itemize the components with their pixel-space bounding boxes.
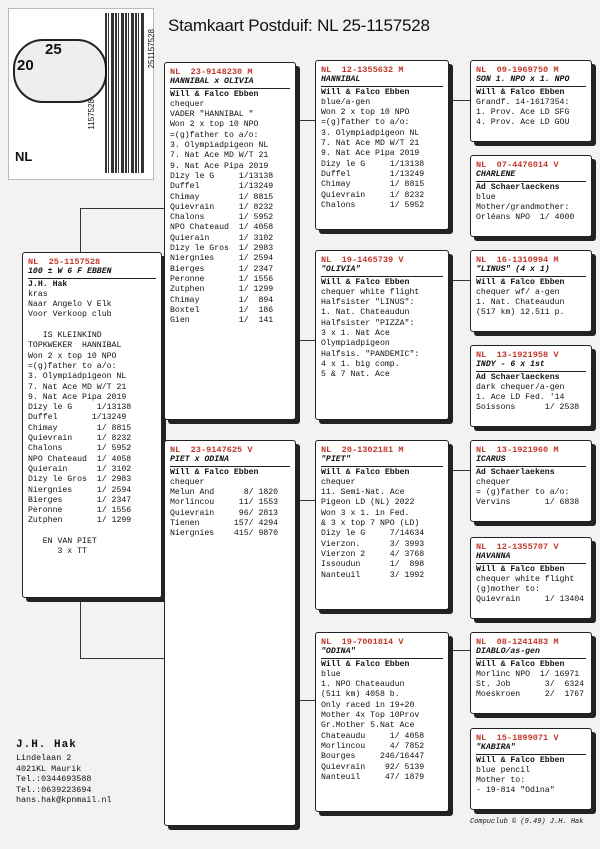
card-line: Won 3 x 1. in Fed. [321, 508, 410, 518]
page-title: Stamkaart Postduif: NL 25-1157528 [168, 16, 430, 35]
ring-number: NL 20-1302181 M [321, 445, 404, 455]
connector-line [295, 340, 315, 341]
card-line: Dizy le Gros 1/ 2983 [28, 475, 132, 485]
ring-number: NL 08-1241483 M [476, 637, 559, 647]
card-line: Nanteuil 3/ 1992 [321, 570, 425, 580]
card-line: (511 km) 4058 b. [321, 690, 400, 700]
ring-number: NL 19-1465739 V [321, 255, 404, 265]
card-line: Olympiadpigeon [321, 339, 390, 349]
card-line: Bourges 246/16447 [321, 752, 425, 762]
card-line: Ad Schaerlaeckens [476, 182, 560, 192]
pigeon-card-mother [164, 440, 296, 826]
card-line: chequer [170, 477, 205, 487]
connector-line [80, 208, 164, 209]
card-line: Quievrain 96/ 2813 [170, 508, 279, 518]
card-line: Soissons 1/ 2538 [476, 403, 580, 413]
card-line: Will & Falco Ebben [321, 87, 410, 97]
card-line: Mother 4x Top 10Prov [321, 711, 420, 721]
card-line: Quievrain 92/ 5139 [321, 762, 425, 772]
card-line: Chalons 1/ 5952 [321, 200, 425, 210]
card-line: VADER "HANNIBAL " [170, 110, 254, 120]
card-line: Will & Falco Ebben [476, 87, 565, 97]
pigeon-card-mfm [470, 537, 592, 619]
card-line: Peronne 1/ 1556 [170, 274, 274, 284]
card-line: 11. Semi-Nat. Ace [321, 488, 405, 498]
connector-line [448, 470, 470, 471]
card-line: Quievrain 1/ 8232 [28, 434, 132, 444]
card-line: Halfsister "LINUS": [321, 298, 415, 308]
card-line: Niergnies 1/ 2594 [28, 485, 132, 495]
card-line: blue pencil [476, 765, 531, 775]
card-lines [321, 468, 443, 581]
card-line: Quievrain 1/ 8232 [170, 202, 274, 212]
card-line: Quievrain 1/ 13404 [476, 595, 585, 605]
card-line: Zutphen 1/ 1299 [28, 516, 132, 526]
pigeon-card-father-father [315, 60, 449, 230]
card-line: 3 x TT [28, 547, 87, 557]
card-line: - 19-814 "Odina" [476, 786, 555, 796]
card-line: NPO Chateaud 1/ 4058 [170, 223, 274, 233]
card-line: 9. Nat Ace Pipa 2019 [28, 392, 127, 402]
card-line: Will & Falco Ebben [321, 659, 410, 669]
card-line: 1. NPO Chateaudun [321, 680, 405, 690]
card-line: EN VAN PIET [28, 537, 97, 547]
pigeon-name: "KABIRA" [476, 743, 586, 754]
card-line: Vervins 1/ 6838 [476, 498, 580, 508]
card-line: Nanteuil 47/ 1879 [321, 772, 425, 782]
card-line: Will & Falco Ebben [321, 467, 410, 477]
card-line: Mother/grandmother: [476, 203, 570, 213]
card-line: Gien 1/ 141 [170, 316, 274, 326]
card-line: Grandf. 14-1617354: [476, 97, 570, 107]
pigeon-card-mff [470, 440, 592, 522]
card-lines [476, 278, 586, 319]
card-line: Won 2 x top 10 NPO [321, 108, 410, 118]
card-line: blue [476, 192, 496, 202]
pigeon-name: DIABLO/as-gen [476, 647, 586, 658]
card-line: Chateaudu 1/ 4058 [321, 731, 425, 741]
ring-number: NL 12-1355632 M [321, 65, 404, 75]
pigeon-card-father [164, 62, 296, 420]
card-line: 7. Nat Ace MD W/T 21 [28, 382, 127, 392]
card-line: Dizy le G 1/13138 [321, 159, 425, 169]
owner-address-line: Lindelaan 2 [16, 753, 72, 764]
card-line: dark chequer/a-gen [476, 382, 565, 392]
card-line: Will & Falco Ebben [476, 659, 565, 669]
card-line: (517 km) 12.511 p. [476, 308, 565, 318]
pigeon-name: HANNIBAL x OLIVIA [170, 77, 290, 88]
card-line: Quierain 1/ 3102 [28, 464, 132, 474]
card-line: 3. Olympiadpigeon NL [28, 372, 127, 382]
card-line: Won 2 x top 10 NPO [170, 120, 259, 130]
label-ring-number: 1157528 [87, 99, 96, 130]
card-lines [476, 756, 586, 797]
owner-address-line: 4021KL Maurik [16, 763, 82, 774]
pigeon-name: HAVANNA [476, 552, 586, 563]
card-lines [321, 278, 443, 381]
card-lines [476, 373, 586, 414]
owner-email: hans.hak@kpnmail.nl [16, 795, 112, 806]
pigeon-name: ICARUS [476, 455, 586, 466]
card-line: Chalons 1/ 5952 [170, 213, 274, 223]
card-line: Morlincou 4/ 7852 [321, 741, 425, 751]
card-line: kras [28, 289, 48, 299]
card-line: =(g)father to a/o: [321, 118, 410, 128]
card-line: 1. Prov. Ace LD SFG [476, 108, 570, 118]
owner-phone: Tel.:0639223694 [16, 784, 92, 795]
card-line: Orléans NPO 1/ 4000 [476, 213, 575, 223]
card-line: Niergnies 1/ 2594 [170, 254, 274, 264]
pigeon-card-mother-father [315, 440, 449, 610]
connector-line [80, 598, 81, 658]
card-line: Will & Falco Ebben [476, 277, 565, 287]
card-line: chequer white flight [476, 574, 575, 584]
card-line: Dizy le G 1/13138 [28, 403, 132, 413]
card-line: Issoudun 1/ 898 [321, 560, 425, 570]
pigeon-name: SON 1. NPO x 1. NPO [476, 75, 586, 86]
card-line: 4. Prov. Ace LD GOU [476, 118, 570, 128]
card-line: Chimay 1/ 8815 [28, 423, 132, 433]
card-line: 7. Nat Ace MD W/T 21 [321, 139, 420, 149]
card-line: (g)mother to: [476, 585, 540, 595]
pigeon-card-mmm [470, 728, 592, 810]
card-line: chequer [170, 99, 205, 109]
pigeon-card-fff [470, 60, 592, 142]
card-line: 1. Ace LD Fed. '14 [476, 393, 565, 403]
pigeon-name: CHARLENE [476, 170, 586, 181]
card-line: Ad Schaerlaekens [476, 467, 555, 477]
card-line: Zutphen 1/ 1299 [170, 285, 274, 295]
card-line: NPO Chateaud 1/ 4058 [28, 454, 132, 464]
card-line: 9. Nat Ace Pipa 2019 [170, 161, 269, 171]
card-line: Quierain 1/ 3102 [170, 233, 274, 243]
card-line: 5 & 7 Nat. Ace [321, 370, 390, 380]
card-line: 1. Nat. Chateaudun [476, 298, 565, 308]
pigeon-name: "PIET" [321, 455, 443, 466]
card-line: Chimay 1/ 8815 [170, 192, 274, 202]
card-line: Niergnies 415/ 9870 [170, 529, 279, 539]
card-line: 4 x 1. big comp. [321, 359, 400, 369]
card-line: Voor Verkoop club [28, 310, 112, 320]
card-line: Will & Falco Ebben [170, 467, 259, 477]
ring-number: NL 07-4476014 V [476, 160, 559, 170]
card-line: chequer [321, 477, 356, 487]
pigeon-card-mother-mother [315, 632, 449, 812]
connector-line [295, 120, 315, 121]
pigeon-name: INDY - 6 x 1st [476, 360, 586, 371]
card-line: Chimay 1/ 8815 [321, 180, 425, 190]
card-line: = (g)father to a/o: [476, 488, 570, 498]
ring-number: NL 12-1355707 V [476, 542, 559, 552]
card-line [28, 321, 156, 331]
card-line: Duffel 1/13249 [170, 182, 274, 192]
card-lines [476, 183, 586, 224]
card-line: Will & Falco Ebben [476, 755, 565, 765]
connector-line [448, 100, 470, 101]
card-line: Boxtel 1/ 186 [170, 305, 274, 315]
pigeon-card-mmf [470, 632, 592, 714]
card-line: Quievrain 1/ 8232 [321, 190, 425, 200]
pigeon-card-fmf [470, 250, 592, 332]
card-line [28, 527, 156, 537]
pigeon-name: HANNIBAL [321, 75, 443, 86]
label-country: NL [15, 149, 33, 164]
ring-number: NL 09-1969750 M [476, 65, 559, 75]
card-line: =(g)father to a/o: [170, 130, 259, 140]
card-line: Will & Falco Ebben [476, 564, 565, 574]
card-line: Will & Falco Ebben [170, 89, 259, 99]
card-line: Pigeon LD (NL) 2022 [321, 498, 415, 508]
card-line: Dizy le Gros 1/ 2983 [170, 244, 274, 254]
barcode-graphic [105, 13, 145, 173]
card-line: Will & Falco Ebben [321, 277, 410, 287]
ring-number: NL 23-9148230 M [170, 67, 253, 77]
card-line: Won 2 x top 10 NPO [28, 351, 117, 361]
card-line: Melun And 8/ 1820 [170, 488, 279, 498]
card-line: 3. Olympiadpigeon NL [170, 141, 269, 151]
card-line: Mother to: [476, 776, 526, 786]
card-line: TOPKWEKER HANNIBAL [28, 341, 122, 351]
label-number-left: 20 [17, 57, 34, 74]
connector-line [295, 700, 315, 701]
card-line: Chalons 1/ 5952 [28, 444, 132, 454]
card-line: IS KLEINKIND [28, 331, 102, 341]
ring-number: NL 25-1157528 [28, 257, 101, 267]
card-line: Duffel 1/13249 [28, 413, 127, 423]
ring-number: NL 23-9147625 V [170, 445, 253, 455]
card-line: & 3 x top 7 NPO (LD) [321, 519, 420, 529]
card-line: 1. Nat. Chateaudun [321, 308, 410, 318]
card-lines [321, 88, 443, 212]
card-line: =(g)father to a/o: [28, 361, 117, 371]
label-code: 251157528 [147, 29, 156, 69]
card-lines [170, 468, 290, 540]
card-line: Moeskroen 2/ 1767 [476, 690, 585, 700]
pigeon-card-main [22, 252, 162, 598]
owner-block [16, 740, 112, 805]
card-line: Bierges 1/ 2347 [28, 495, 132, 505]
pigeon-card-ffm [470, 155, 592, 237]
card-lines [476, 88, 586, 129]
connector-line [80, 208, 81, 252]
label-number-top: 25 [45, 41, 62, 58]
ring-number: NL 19-7001814 V [321, 637, 404, 647]
card-line: 9. Nat Ace Pipa 2019 [321, 149, 420, 159]
card-line: St. Job 3/ 6324 [476, 680, 585, 690]
card-line: Dizy le G 1/13138 [170, 171, 274, 181]
card-line: Vierzon. 3/ 3993 [321, 539, 425, 549]
pigeon-card-father-mother [315, 250, 449, 420]
card-line: Chimay 1/ 894 [170, 295, 274, 305]
connector-line [80, 658, 164, 659]
pigeon-name: "OLIVIA" [321, 265, 443, 276]
card-line: Halfsis. "PANDEMIC": [321, 349, 420, 359]
card-line: Duffel 1/13249 [321, 169, 425, 179]
card-lines [476, 660, 586, 701]
footer-credit: Compuclub © (9.49) J.H. Hak [470, 818, 584, 826]
card-line: Bierges 1/ 2347 [170, 264, 274, 274]
connector-line [295, 500, 315, 501]
card-line: Morlinc NPO 1/ 16971 [476, 669, 580, 679]
card-line: J.H. Hak [28, 279, 68, 289]
card-line: chequer [476, 477, 511, 487]
owner-name: J.H. Hak [16, 739, 77, 751]
connector-line [448, 280, 470, 281]
card-line: chequer white flight [321, 287, 420, 297]
connector-line [448, 650, 470, 651]
ring-number: NL 13-1921960 M [476, 445, 559, 455]
card-lines [170, 90, 290, 327]
pigeon-name: PIET x ODINA [170, 455, 290, 466]
card-line: Gr.Mother 5.Nat Ace [321, 721, 415, 731]
pigeon-name: "ODINA" [321, 647, 443, 658]
card-lines [476, 565, 586, 606]
card-line: 7. Nat Ace MD W/T 21 [170, 151, 269, 161]
owner-phone: Tel.:0344693588 [16, 774, 92, 785]
card-line: 3. Olympiadpigeon NL [321, 128, 420, 138]
pigeon-name: "LINUS" (4 x 1) [476, 265, 586, 276]
card-lines [28, 280, 156, 558]
ring-label-image [8, 8, 154, 180]
pigeon-name: 100 ± W 6 F EBBEN [28, 267, 156, 278]
ring-number: NL 13-1921958 V [476, 350, 559, 360]
card-line: Dizy le G 7/14634 [321, 529, 425, 539]
card-line: blue/a-gen [321, 97, 371, 107]
card-line: Morlincou 11/ 1553 [170, 498, 279, 508]
pigeon-card-fmm [470, 345, 592, 427]
card-line: chequer wf/ a-gen [476, 287, 560, 297]
card-lines [321, 660, 443, 784]
card-line: Peronne 1/ 1556 [28, 506, 132, 516]
card-line: Vierzon 2 4/ 3768 [321, 549, 425, 559]
card-line: Naar Angelo V Elk [28, 300, 112, 310]
ring-number: NL 15-1899071 V [476, 733, 559, 743]
card-line: Halfsister "PIZZA": [321, 318, 415, 328]
card-line: Tienen 157/ 4294 [170, 519, 279, 529]
card-line: Ad Schaerlaeckens [476, 372, 560, 382]
card-line: Only raced in 19+20 [321, 700, 415, 710]
card-line: 3 x 1. Nat Ace [321, 329, 390, 339]
ring-number: NL 16-1310994 M [476, 255, 559, 265]
card-line: blue [321, 669, 341, 679]
card-lines [476, 468, 586, 509]
